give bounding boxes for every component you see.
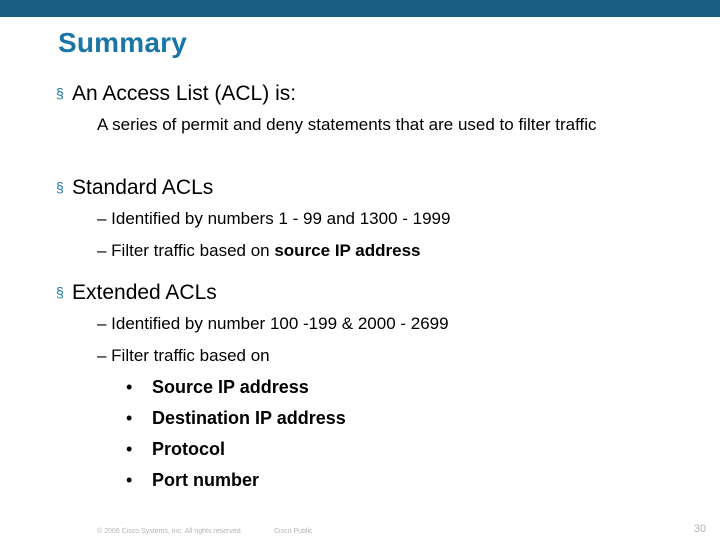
round-bullet-icon: • — [126, 470, 133, 490]
slide-title: Summary — [58, 27, 188, 58]
extended-item-3 — [126, 438, 225, 460]
page-number: 30 — [693, 523, 706, 535]
standard-point-1: – Identified by numbers 1 - 99 and 1300 - 1999 — [97, 209, 451, 228]
extended-item-text: Port number — [152, 470, 260, 490]
extended-heading — [56, 279, 217, 306]
standard-point-2-bold: source IP address — [274, 241, 421, 260]
square-bullet-icon: § — [56, 85, 64, 101]
extended-item-2 — [126, 407, 346, 429]
extended-item-text: Protocol — [152, 439, 226, 459]
round-bullet-icon: • — [126, 377, 133, 397]
extended-item-1 — [126, 376, 309, 398]
extended-item-4 — [126, 469, 259, 491]
standard-heading — [56, 174, 213, 201]
acl-definition: A series of permit and deny statements that are used to filter traffic — [97, 115, 597, 134]
footer-classification: Cisco Public — [274, 528, 313, 535]
acl-heading — [56, 80, 296, 107]
extended-point-1: – Identified by number 100 -199 & 2000 - 2699 — [97, 314, 449, 333]
extended-item-text: Destination IP address — [152, 408, 346, 428]
round-bullet-icon: • — [126, 439, 133, 459]
standard-point-2 — [97, 240, 421, 262]
acl-heading-text: An Access List (ACL) is: — [72, 82, 297, 105]
extended-item-text: Source IP address — [152, 377, 309, 397]
square-bullet-icon: § — [56, 284, 64, 300]
top-bar — [0, 0, 720, 17]
standard-heading-text: Standard ACLs — [72, 176, 214, 199]
square-bullet-icon: § — [56, 179, 64, 195]
footer-copyright: © 2006 Cisco Systems, Inc. All rights reserved. — [97, 528, 243, 535]
extended-heading-text: Extended ACLs — [72, 281, 217, 304]
round-bullet-icon: • — [126, 408, 133, 428]
standard-point-2-prefix: – Filter traffic based on — [97, 241, 275, 260]
extended-point-2: – Filter traffic based on — [97, 346, 270, 365]
